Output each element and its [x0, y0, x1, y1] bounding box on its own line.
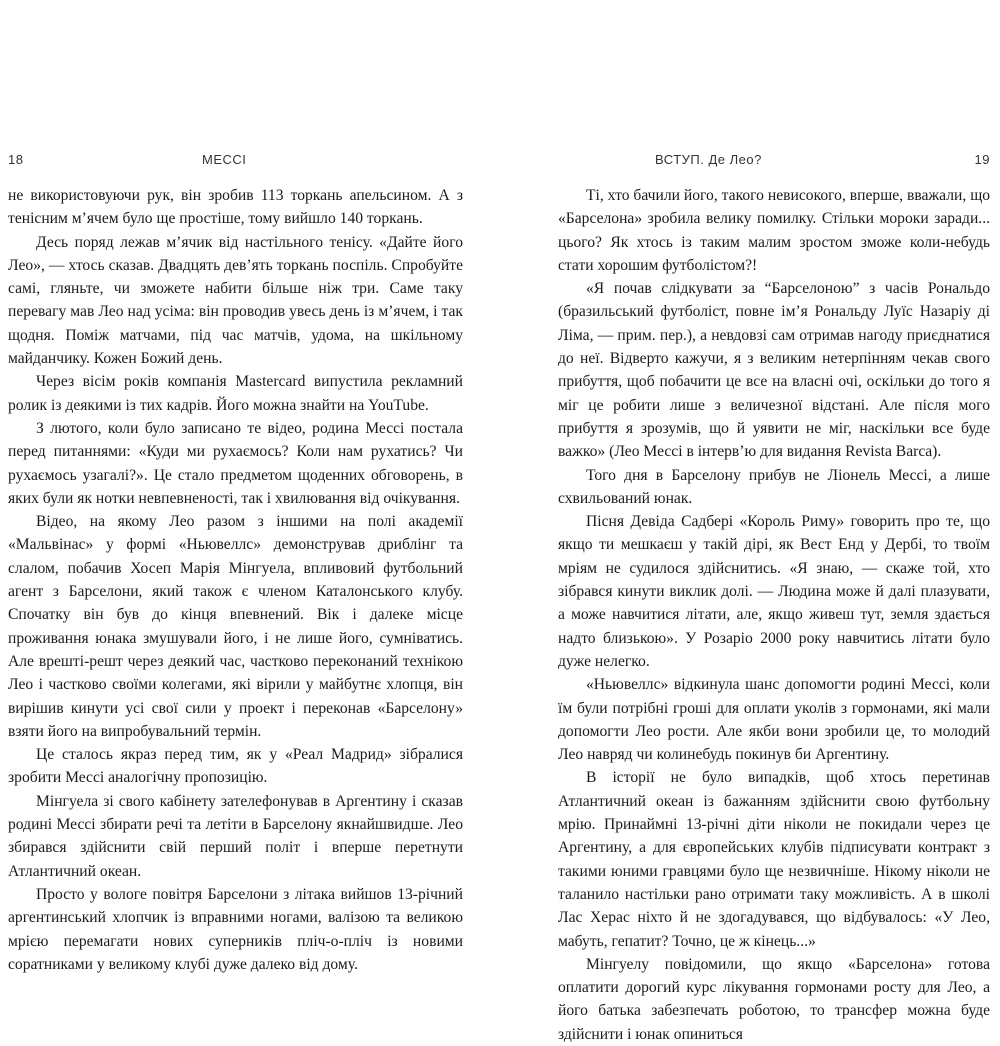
paragraph: Просто у вологе повітря Барселони з літака вийшов 13-річний аргентинський хлопчик із вправними ногами, валізою та великою мрією перемагати нових суперників пліч-о-пліч із новими соратниками у великому клубі дуже далеко від дому. [8, 885, 463, 973]
paragraph: не використовуючи рук, він зробив 113 торкань апельсином. А з тенісним м’ячем було ще простіше, тому вийшло 140 торкань. [8, 187, 463, 228]
paragraph: З лютого, коли було записано те відео, родина Мессі постала перед питаннями: «Куди ми рухаємось? Коли нам рухатись? Чи рухаємось узагалі?». Це стало предметом щоденних обговорень, в яких були як нотки невпевненості, так і хвилювання від очікування. [8, 419, 463, 507]
right-body-text [558, 184, 990, 1046]
right-page-number: 19 [974, 152, 990, 167]
paragraph: Ті, хто бачили його, такого невисокого, вперше, вважали, що «Барселона» зробила велику помилку. Стільки мороки заради... цього? Як хтось із таким малим зростом зможе коли-небудь стати хорошим футболістом?! [558, 187, 990, 274]
paragraph: Через вісім років компанія Mastercard випустила рекламний ролик із деякими із тих кадрів. Його можна знайти на YouTube. [8, 373, 463, 414]
right-running-head: ВСТУП. Де Лео? [655, 152, 762, 167]
paragraph: «Ньювеллс» відкинула шанс допомогти родині Мессі, коли їм були потрібні гроші для оплати уколів з гормонами, які мали допомогти Лео рости. Але якби вони зробили це, то молодий Лео навряд чи колинебудь покинув би Аргентину. [558, 676, 990, 764]
paragraph: Це сталось якраз перед тим, як у «Реал Мадрид» зібралися зробити Мессі аналогічну пропозицію. [8, 746, 463, 787]
paragraph: Відео, на якому Лео разом з іншими на полі академії «Мальвінас» у формі «Ньювеллс» демонстрував дриблінг та слалом, побачив Хосеп Марія Мінгуела, впливовий футбольний агент з Барселони, який також є членом Каталонського клубу. Спочатку він був до кінця впевнений. Вік і далеке місце проживання юнака змушували його, і не лише його, сумніватись. Але врешті-решт через деякий час, частково переконаний технікою Лео і частково своїми колегами, які вірили у майбутнє хлопця, він вирішив кинути усі свої сили у проект і переконав «Барселону» взяти його на випробувальний термін. [8, 513, 463, 740]
left-page [0, 0, 500, 1000]
left-page-number: 18 [8, 152, 24, 167]
paragraph: «Я почав слідкувати за “Барселоною” з часів Рональдо (бразильський футболіст, повне ім’я Рональду Луїс Назаріу ді Ліма, — прим. пер.), а невдовзі сам отримав нагоду приєднатися до неї. Відверто кажучи, я з великим нетерпінням чекав свого прибуття, щоб побачити це все на власні очі, оскільки до того я міг це робити лише з величезної відстані. Але після мого прибуття я зрозумів, що й уявити не міг, наскільки все буде важко» (Лео Мессі в інтерв’ю для видання Revista Barca). [558, 280, 990, 461]
paragraph: Мінгуела зі свого кабінету зателефонував в Аргентину і сказав родині Мессі збирати речі та летіти в Барселону якнайшвидше. Лео збирався здійснити свій перший політ і вперше перетнути Атлантичний океан. [8, 792, 463, 880]
paragraph: Мінгуелу повідомили, що якщо «Барселона» готова оплатити дорогий курс лікування гормонами росту для Лео, а його батька забезпечать роботою, то трансфер можна буде здійснити і юнак опиниться [558, 955, 990, 1043]
left-body-text [8, 184, 463, 976]
paragraph: Того дня в Барселону прибув не Ліонель Мессі, а лише схвильований юнак. [558, 466, 990, 507]
paragraph: Десь поряд лежав м’ячик від настільного тенісу. «Дайте його Лео», — хтось сказав. Двадцять дев’ять торкань поспіль. Спробуйте самі, гляньте, чи зможете набити більше ніж три. Саме таку перевагу мав Лео над усіма: він проводив увесь день із м’ячем, і так щодня. Поміж матчами, під час матчів, удома, на шкільному майданчику. Кожен Божий день. [8, 233, 463, 368]
paragraph: Пісня Девіда Садбері «Король Риму» говорить про те, що якщо ти мешкаєш у такій дірі, як Вест Енд у Дербі, то твоїм мріям не судилося здійснитись. «Я знаю, — скаже той, хто зібрався кинути виклик долі. — Людина може й далі плазувати, а може навчитися літати, але, якщо живеш тут, земля здається надто близькою». У Розаріо 2000 року навчитись літати було дуже нелегко. [558, 513, 990, 670]
paragraph: В історії не було випадків, щоб хтось перетинав Атлантичний океан із бажанням здійснити свою футбольну мрію. Принаймні 13-річні діти ніколи не покидали через це Аргентину, а для європейських клубів підписувати контракт з такими юними гравцями було ще незвичніше. Нікому ніколи не таланило настільки рано отримати таку можливість. А в школі Лас Херас ніхто й не здогадувався, що відбувалось: «У Лео, мабуть, гепатит? Точно, це ж кінець...» [558, 769, 990, 950]
left-running-head: МЕССІ [202, 152, 247, 167]
right-page [500, 0, 1000, 1043]
